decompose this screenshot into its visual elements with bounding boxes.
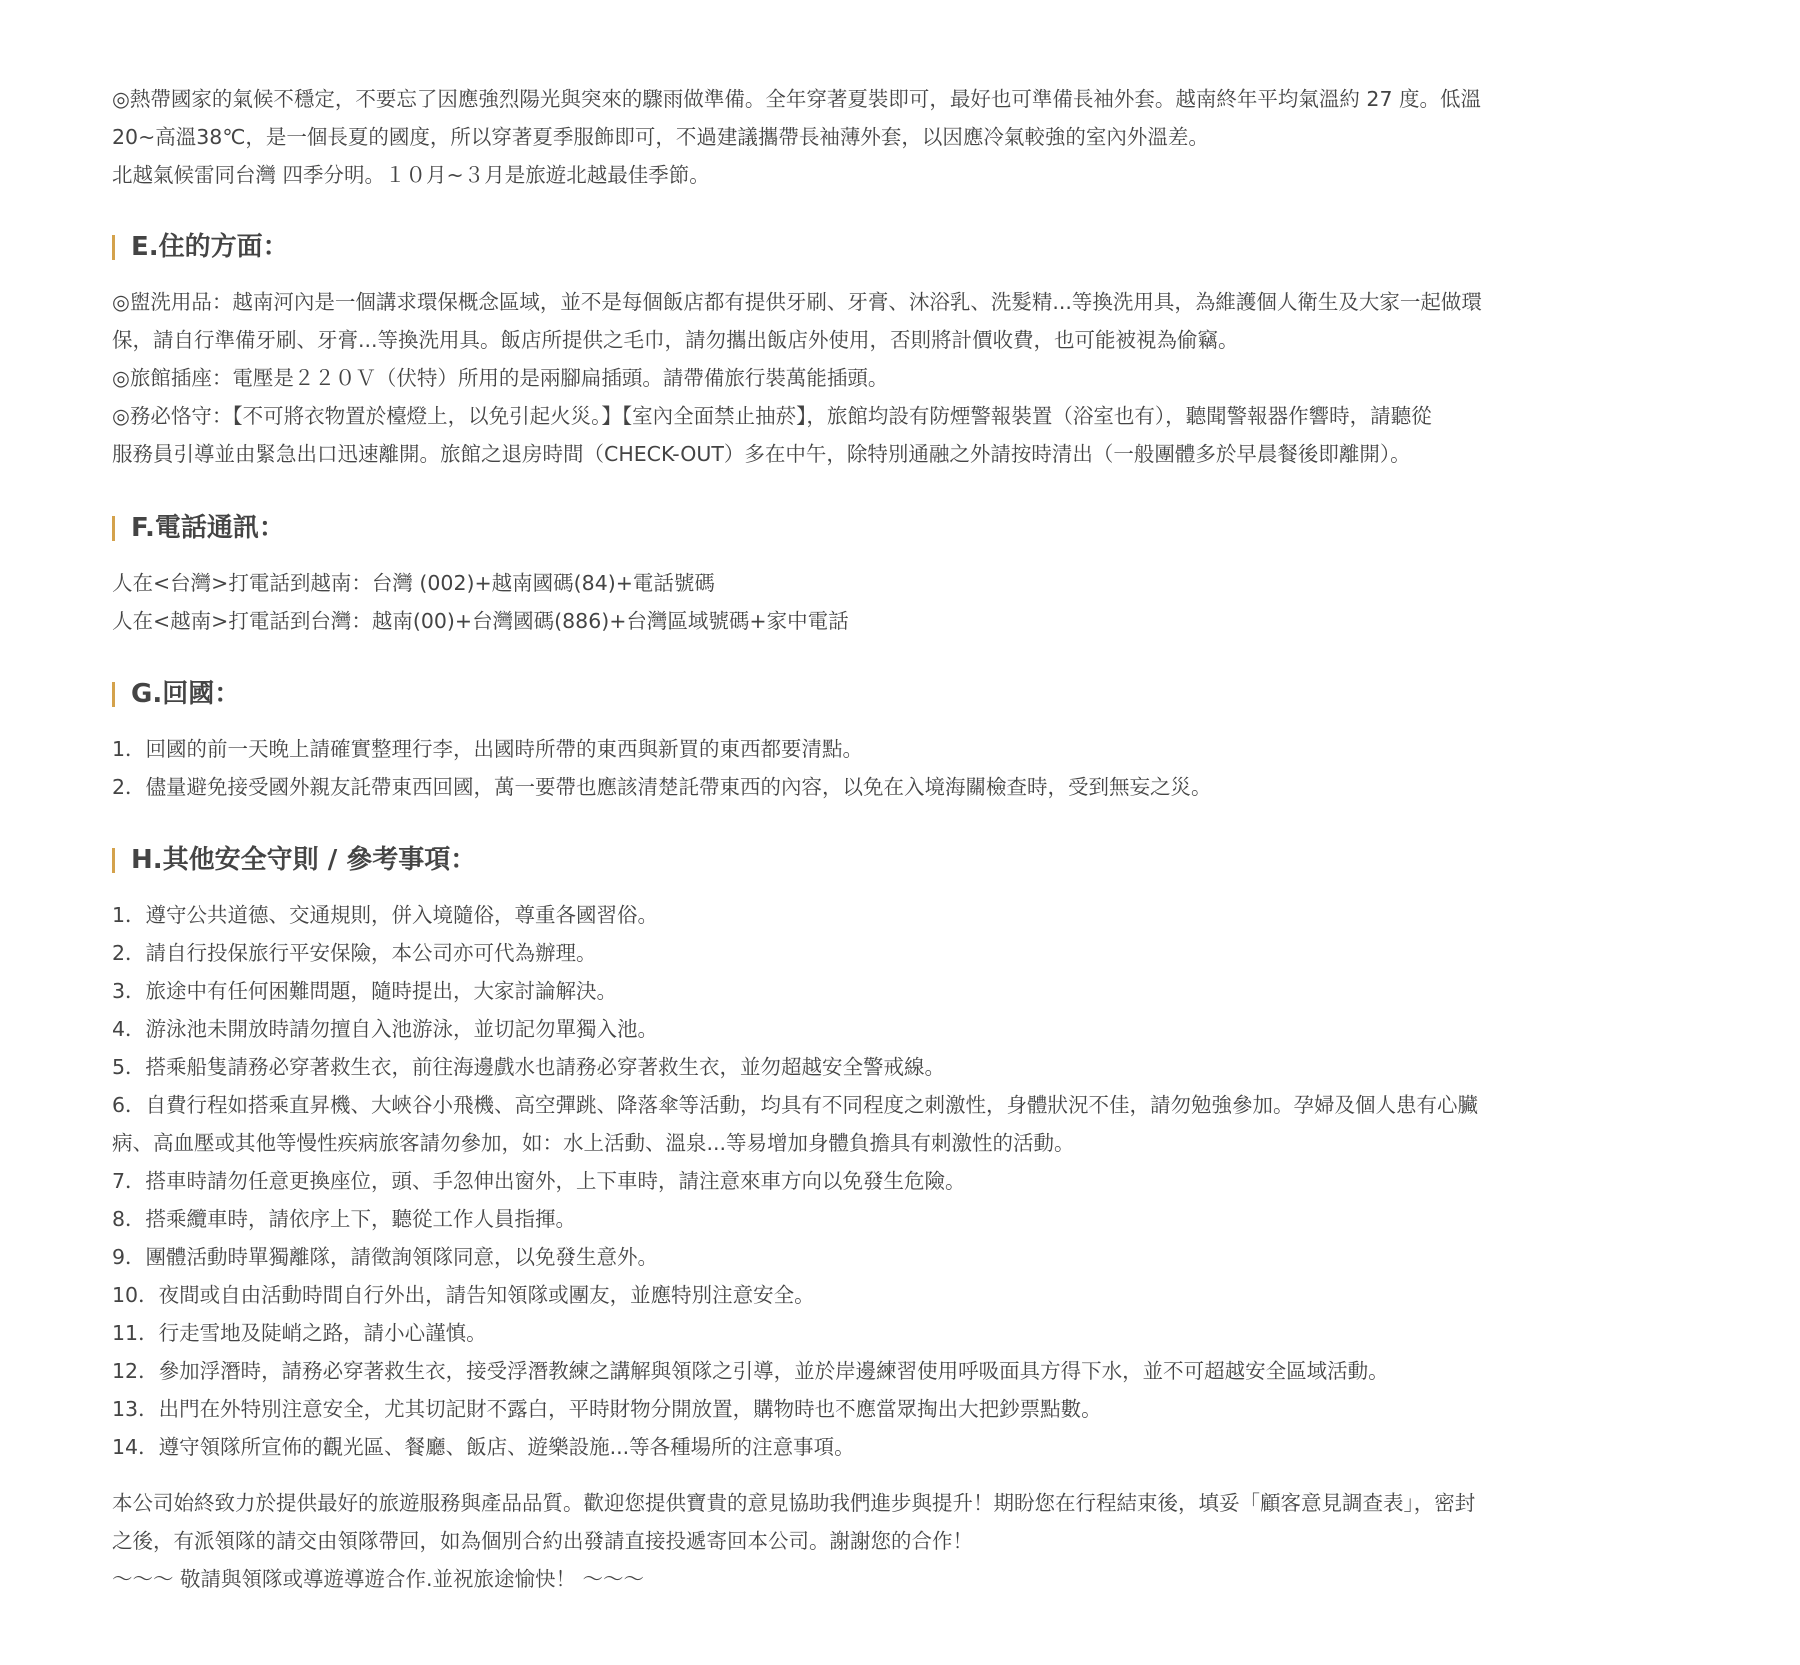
section-title-phone: F.電話通訊：	[112, 511, 1712, 545]
closing-line: 之後，有派領隊的請交由領隊帶回，如為個別合約出發請直接投遞寄回本公司。謝謝您的合作！	[112, 1529, 973, 1553]
list-item: 8．搭乘纜車時，請依序上下，聽從工作人員指揮。	[112, 1207, 577, 1231]
closing-line: 本公司始終致力於提供最好的旅遊服務與產品品質。歡迎您提供寶貴的意見協助我們進步與提升！期盼您在行程結束後，填妥「顧客意見調查表」，密封	[112, 1491, 1476, 1515]
list-item: 6．自費行程如搭乘直昇機、大峽谷小飛機、高空彈跳、降落傘等活動，均具有不同程度之刺激性，身體狀況不佳，請勿勉強參加。孕婦及個人患有心臟	[112, 1093, 1479, 1117]
list-item: 11．行走雪地及陡峭之路，請小心謹慎。	[112, 1321, 487, 1345]
lodging-line: ◎務必恪守：【不可將衣物置於檯燈上，以免引起火災。】【室內全面禁止抽菸】，旅館均設有防煙警報裝置（浴室也有），聽聞警報器作響時，請聽從	[112, 404, 1432, 428]
closing-section	[112, 1484, 1712, 1598]
list-item: 5．搭乘船隻請務必穿著救生衣，前往海邊戲水也請務必穿著救生衣，並勿超越安全警戒線。	[112, 1055, 946, 1079]
safety-list	[112, 896, 1712, 1466]
list-item: 13．出門在外特別注意安全，尤其切記財不露白，平時財物分開放置，購物時也不應當眾掏出大把鈔票點數。	[112, 1397, 1102, 1421]
list-item: 1．回國的前一天晚上請確實整理行李，出國時所帶的東西與新買的東西都要清點。	[112, 737, 864, 761]
list-item: 1．遵守公共道德、交通規則，併入境隨俗，尊重各國習俗。	[112, 903, 659, 927]
climate-line: ◎熱帶國家的氣候不穩定，不要忘了因應強烈陽光與突來的驟雨做準備。全年穿著夏裝即可，最好也可準備長袖外套。越南終年平均氣溫約 27 度。低溫	[112, 87, 1482, 111]
phone-section	[112, 564, 1712, 640]
list-item: 7．搭車時請勿任意更換座位，頭、手忽伸出窗外，上下車時，請注意來車方向以免發生危險。	[112, 1169, 966, 1193]
document-page	[112, 80, 1712, 1598]
phone-line: 人在<越南>打電話到台灣：越南(00)+台灣國碼(886)+台灣區域號碼+家中電話	[112, 609, 849, 633]
list-item: 12．參加浮潛時，請務必穿著救生衣，接受浮潛教練之講解與領隊之引導，並於岸邊練習使用呼吸面具方得下水，並不可超越安全區域活動。	[112, 1359, 1389, 1383]
lodging-line: ◎旅館插座：電壓是２２０Ｖ（伏特）所用的是兩腳扁插頭。請帶備旅行裝萬能插頭。	[112, 366, 889, 390]
lodging-line: 服務員引導並由緊急出口迅速離開。旅館之退房時間（CHECK-OUT）多在中午，除特別通融之外請按時清出（一般團體多於早晨餐後即離開）。	[112, 442, 1411, 466]
list-item: 2．儘量避免接受國外親友託帶東西回國，萬一要帶也應該清楚託帶東西的內容，以免在入境海關檢查時，受到無妄之災。	[112, 775, 1212, 799]
list-item: 病、高血壓或其他等慢性疾病旅客請勿參加，如：水上活動、溫泉...等易增加身體負擔具有刺激性的活動。	[112, 1131, 1075, 1155]
lodging-section	[112, 283, 1712, 473]
lodging-line: 保，請自行準備牙刷、牙膏...等換洗用具。飯店所提供之毛巾，請勿攜出飯店外使用，否則將計價收費，也可能被視為偷竊。	[112, 328, 1239, 352]
list-item: 14．遵守領隊所宣佈的觀光區、餐廳、飯店、遊樂設施...等各種場所的注意事項。	[112, 1435, 855, 1459]
phone-line: 人在<台灣>打電話到越南：台灣 (002)+越南國碼(84)+電話號碼	[112, 571, 715, 595]
list-item: 3．旅途中有任何困難問題，隨時提出，大家討論解決。	[112, 979, 618, 1003]
closing-line: ～～～ 敬請與領隊或導遊導遊合作.並祝旅途愉快！ ～～～	[112, 1567, 645, 1591]
climate-line: 20~高溫38℃，是一個長夏的國度，所以穿著夏季服飾即可，不過建議攜帶長袖薄外套，以因應冷氣較強的室內外溫差。	[112, 125, 1209, 149]
section-title-lodging: E.住的方面：	[112, 230, 1712, 264]
climate-line: 北越氣候雷同台灣 四季分明。１０月~３月是旅遊北越最佳季節。	[112, 163, 710, 187]
list-item: 9．團體活動時單獨離隊，請徵詢領隊同意，以免發生意外。	[112, 1245, 659, 1269]
lodging-line: ◎盥洗用品：越南河內是一個講求環保概念區域，並不是每個飯店都有提供牙刷、牙膏、沐浴乳、洗髮精...等換洗用具，為維護個人衛生及大家一起做環	[112, 290, 1482, 314]
section-title-return: G.回國：	[112, 677, 1712, 711]
list-item: 2．請自行投保旅行平安保險，本公司亦可代為辦理。	[112, 941, 597, 965]
climate-section	[112, 80, 1712, 194]
return-list	[112, 730, 1712, 806]
section-title-safety: H.其他安全守則 / 參考事項：	[112, 843, 1712, 877]
list-item: 10．夜間或自由活動時間自行外出，請告知領隊或團友，並應特別注意安全。	[112, 1283, 815, 1307]
list-item: 4．游泳池未開放時請勿擅自入池游泳，並切記勿單獨入池。	[112, 1017, 659, 1041]
